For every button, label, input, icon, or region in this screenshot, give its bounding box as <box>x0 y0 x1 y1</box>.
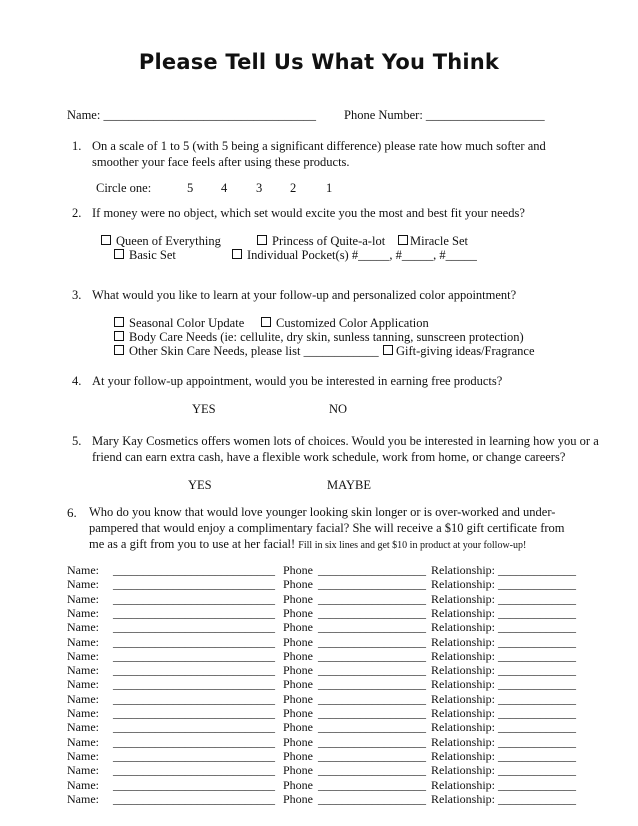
phone-label: Phone <box>283 720 313 735</box>
name-label: Name: <box>67 748 99 763</box>
phone-blank[interactable]: __________________ <box>318 634 426 649</box>
name-blank[interactable]: ___________________________ <box>113 720 275 735</box>
referral-row-11 <box>67 706 587 720</box>
question-6-text-line-2: pampered that would enjoy a complimentary facial? She will receive a $10 gift certificate from <box>89 521 565 535</box>
phone-label: Phone <box>283 677 313 692</box>
phone-blank[interactable]: __________________ <box>318 677 426 692</box>
phone-label: Phone <box>283 763 313 778</box>
option-label: Miracle Set <box>410 234 468 248</box>
relationship-label: Relationship: <box>431 706 495 720</box>
name-blank[interactable]: ___________________________ <box>113 620 275 635</box>
name-label: Name: <box>67 691 99 706</box>
option-gift-giving-ideas[interactable] <box>383 344 535 359</box>
phone-label: Phone <box>283 734 313 749</box>
name-label: Name: <box>67 734 99 749</box>
checkbox-icon[interactable] <box>398 235 408 245</box>
relationship-label: Relationship: <box>431 605 495 620</box>
relationship-label: Relationship: <box>431 620 495 635</box>
question-5-text-line-2: friend can earn extra cash, have a flexible work schedule, work from home, or change careers? <box>92 450 566 464</box>
option-body-care-needs[interactable] <box>114 330 524 345</box>
referral-row-13 <box>67 735 587 749</box>
relationship-blank[interactable]: _____________ <box>498 777 576 792</box>
referral-row-16 <box>67 778 587 792</box>
option-label: Basic Set <box>129 248 176 262</box>
question-3-text: What would you like to learn at your follow-up and personalized color appointment? <box>92 288 517 302</box>
phone-label: Phone <box>283 591 313 606</box>
phone-blank[interactable]: __________________ <box>318 663 426 678</box>
phone-label: Phone <box>283 648 313 663</box>
referral-row-6 <box>67 635 587 649</box>
phone-label: Phone <box>283 663 313 678</box>
name-blank[interactable]: ___________________________ <box>113 605 275 620</box>
option-individual-pockets[interactable] <box>232 248 477 263</box>
option-label: Body Care Needs (ie: cellulite, dry skin, sunless tanning, sunscreen protection) <box>129 330 524 344</box>
referral-row-17 <box>67 792 587 806</box>
relationship-blank[interactable]: _____________ <box>498 791 576 806</box>
referral-row-9 <box>67 677 587 691</box>
option-queen-of-everything[interactable] <box>101 234 221 249</box>
circle-one-label: Circle one: <box>96 181 152 195</box>
relationship-label: Relationship: <box>431 791 495 806</box>
referral-row-8 <box>67 663 587 677</box>
phone-blank[interactable]: __________________ <box>318 691 426 706</box>
relationship-blank[interactable]: _____________ <box>498 648 576 663</box>
phone-blank[interactable]: __________________ <box>318 720 426 735</box>
name-label: Name: <box>67 791 99 806</box>
relationship-blank[interactable]: _____________ <box>498 634 576 649</box>
question-6-text: me as a gift from you to use at her facial! <box>89 537 296 551</box>
rating-option-5[interactable]: 5 <box>187 181 194 195</box>
referral-row-3 <box>67 592 587 606</box>
name-blank[interactable]: ___________________________ <box>113 591 275 606</box>
referral-row-1 <box>67 563 587 577</box>
name-label: Name: <box>67 663 99 678</box>
phone-blank[interactable]: __________________ <box>318 734 426 749</box>
referral-row-5 <box>67 620 587 634</box>
relationship-label: Relationship: <box>431 648 495 663</box>
name-blank[interactable]: ___________________________ <box>113 577 275 592</box>
checkbox-icon[interactable] <box>114 345 124 355</box>
name-label: Name: <box>67 648 99 663</box>
question-1-number: 1. <box>72 139 82 153</box>
checkbox-icon[interactable] <box>101 235 111 245</box>
option-princess-of-quite-a-lot[interactable] <box>257 234 385 249</box>
name-blank[interactable]: ___________________________ <box>113 691 275 706</box>
name-blank[interactable]: ___________________________ <box>113 777 275 792</box>
phone-blank[interactable]: __________________ <box>318 748 426 763</box>
question-3-number: 3. <box>72 288 82 302</box>
phone-label: Phone <box>283 791 313 806</box>
relationship-blank[interactable]: _____________ <box>498 577 576 592</box>
question-6-number: 6. <box>67 505 77 520</box>
rating-option-1[interactable]: 1 <box>326 181 333 195</box>
relationship-label: Relationship: <box>431 691 495 706</box>
name-label: Name: <box>67 763 99 778</box>
name-label: Name: <box>67 777 99 792</box>
checkbox-icon[interactable] <box>114 317 124 327</box>
name-blank[interactable]: ___________________________ <box>113 648 275 663</box>
option-label: Individual Pocket(s) #_____, #_____, #_____ <box>247 248 477 262</box>
name-blank[interactable]: ___________________________ <box>113 763 275 778</box>
option-label: Gift-giving ideas/Fragrance <box>396 344 535 358</box>
question-6-text-line-3 <box>89 537 526 552</box>
relationship-label: Relationship: <box>431 577 495 592</box>
relationship-blank[interactable]: _____________ <box>498 748 576 763</box>
name-blank[interactable]: ___________________________ <box>113 634 275 649</box>
checkbox-icon[interactable] <box>383 345 393 355</box>
referral-row-10 <box>67 692 587 706</box>
relationship-label: Relationship: <box>431 748 495 763</box>
question-5-text-line-1: Mary Kay Cosmetics offers women lots of choices. Would you be interested in learning how you or a <box>92 434 599 448</box>
phone-blank[interactable]: __________________ <box>318 791 426 806</box>
name-label: Name: <box>67 706 99 720</box>
checkbox-icon[interactable] <box>114 249 124 259</box>
name-field[interactable]: Name: __________________________________ <box>67 108 316 122</box>
option-miracle-set[interactable] <box>398 234 468 249</box>
relationship-label: Relationship: <box>431 677 495 692</box>
name-blank[interactable]: ___________________________ <box>113 791 275 806</box>
name-label: Name: <box>67 577 99 592</box>
answer-maybe[interactable]: MAYBE <box>327 478 371 492</box>
relationship-blank[interactable]: _____________ <box>498 591 576 606</box>
phone-label: Phone <box>283 605 313 620</box>
phone-blank[interactable]: __________________ <box>318 591 426 606</box>
rating-option-4[interactable]: 4 <box>221 181 228 195</box>
relationship-blank[interactable]: _____________ <box>498 605 576 620</box>
option-label: Seasonal Color Update <box>129 316 245 330</box>
answer-yes[interactable]: YES <box>192 402 216 416</box>
phone-blank[interactable]: __________________ <box>318 706 426 720</box>
name-blank[interactable]: ___________________________ <box>113 734 275 749</box>
phone-blank[interactable]: __________________ <box>318 605 426 620</box>
phone-label: Phone <box>283 620 313 635</box>
relationship-label: Relationship: <box>431 663 495 678</box>
referral-row-15 <box>67 763 587 777</box>
answer-no[interactable]: NO <box>329 402 348 416</box>
question-6-incentive-note: Fill in six lines and get $10 in product at your follow-up! <box>298 540 527 551</box>
relationship-blank[interactable]: _____________ <box>498 620 576 635</box>
option-label: Queen of Everything <box>116 234 221 248</box>
relationship-blank[interactable]: _____________ <box>498 691 576 706</box>
option-label: Customized Color Application <box>276 316 429 330</box>
name-blank[interactable]: ___________________________ <box>113 677 275 692</box>
name-blank[interactable]: ___________________________ <box>113 706 275 720</box>
relationship-label: Relationship: <box>431 777 495 792</box>
relationship-label: Relationship: <box>431 720 495 735</box>
phone-label: Phone <box>283 577 313 592</box>
question-4-number: 4. <box>72 374 82 388</box>
phone-blank[interactable]: __________________ <box>318 563 426 577</box>
name-blank[interactable]: ___________________________ <box>113 663 275 678</box>
relationship-blank[interactable]: _____________ <box>498 763 576 778</box>
name-label: Name: <box>67 634 99 649</box>
question-1-text-line-1: On a scale of 1 to 5 (with 5 being a significant difference) please rate how much softer and <box>92 139 546 153</box>
relationship-label: Relationship: <box>431 634 495 649</box>
name-label: Name: <box>67 720 99 735</box>
name-label: Name: <box>67 605 99 620</box>
name-blank[interactable]: ___________________________ <box>113 563 275 577</box>
phone-label: Phone <box>283 777 313 792</box>
phone-blank[interactable]: __________________ <box>318 577 426 592</box>
answer-yes[interactable]: YES <box>188 478 212 492</box>
question-6-text-line-1: Who do you know that would love younger looking skin longer or is over-worked and under- <box>89 505 556 519</box>
rating-option-3[interactable]: 3 <box>256 181 263 195</box>
checkbox-icon[interactable] <box>232 249 242 259</box>
relationship-blank[interactable]: _____________ <box>498 663 576 678</box>
referral-row-7 <box>67 649 587 663</box>
relationship-label: Relationship: <box>431 563 495 577</box>
relationship-blank[interactable]: _____________ <box>498 563 576 577</box>
option-customized-color-application[interactable] <box>261 316 429 331</box>
relationship-blank[interactable]: _____________ <box>498 706 576 720</box>
name-label: Name: <box>67 563 99 577</box>
phone-blank[interactable]: __________________ <box>318 648 426 663</box>
relationship-blank[interactable]: _____________ <box>498 677 576 692</box>
rating-option-2[interactable]: 2 <box>290 181 297 195</box>
phone-blank[interactable]: __________________ <box>318 777 426 792</box>
name-blank[interactable]: ___________________________ <box>113 748 275 763</box>
relationship-label: Relationship: <box>431 734 495 749</box>
name-label: Name: <box>67 620 99 635</box>
option-other-skin-care-needs[interactable] <box>114 344 379 359</box>
option-label: Other Skin Care Needs, please list ____________ <box>129 344 379 358</box>
referral-row-2 <box>67 577 587 591</box>
relationship-label: Relationship: <box>431 591 495 606</box>
referral-row-4 <box>67 606 587 620</box>
option-label: Princess of Quite-a-lot <box>272 234 386 248</box>
name-label: Name: <box>67 591 99 606</box>
option-seasonal-color-update[interactable] <box>114 316 244 331</box>
question-4-text: At your follow-up appointment, would you be interested in earning free products? <box>92 374 503 388</box>
checkbox-icon[interactable] <box>261 317 271 327</box>
phone-label: Phone <box>283 634 313 649</box>
phone-blank[interactable]: __________________ <box>318 763 426 778</box>
checkbox-icon[interactable] <box>114 331 124 341</box>
relationship-blank[interactable]: _____________ <box>498 720 576 735</box>
phone-label: Phone <box>283 691 313 706</box>
name-label: Name: <box>67 677 99 692</box>
referral-row-12 <box>67 720 587 734</box>
relationship-blank[interactable]: _____________ <box>498 734 576 749</box>
question-2-number: 2. <box>72 206 82 220</box>
phone-label: Phone <box>283 706 313 720</box>
checkbox-icon[interactable] <box>257 235 267 245</box>
question-1-text-line-2: smoother your face feels after using these products. <box>92 155 350 169</box>
relationship-label: Relationship: <box>431 763 495 778</box>
question-2-text: If money were no object, which set would excite you the most and best fit your needs? <box>92 206 525 220</box>
option-basic-set[interactable] <box>114 248 176 263</box>
page-title: Please Tell Us What You Think <box>138 50 500 74</box>
question-5-number: 5. <box>72 434 82 448</box>
phone-label: Phone <box>283 563 313 577</box>
referral-row-14 <box>67 749 587 763</box>
phone-blank[interactable]: __________________ <box>318 620 426 635</box>
phone-number-field[interactable]: Phone Number: ___________________ <box>344 108 545 122</box>
phone-label: Phone <box>283 748 313 763</box>
